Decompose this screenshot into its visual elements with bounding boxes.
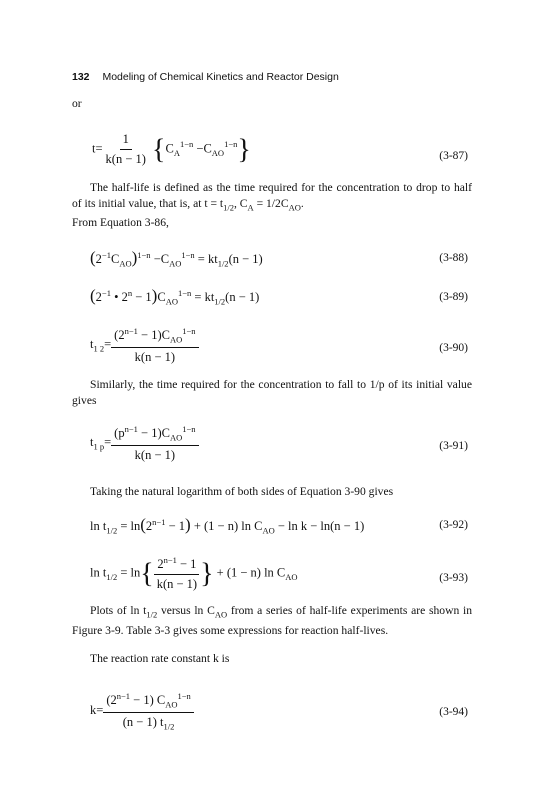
equation-3-88: $(2^{-1}C_{AO})^{1-n} -C_{AO}^{1-n} = kt_{1/2}(n - 1)$: [90, 248, 263, 269]
running-title: Modeling of Chemical Kinetics and Reactor Design: [102, 71, 339, 83]
equation-number-3-91: (3-91): [439, 440, 468, 452]
page-number: 132: [72, 71, 90, 83]
paragraph-taking-log: Taking the natural logarithm of both sides of Equation 3-90 gives: [90, 485, 394, 498]
equation-3-87: t= $\frac{1}{k(n - 1)}$ $\{C_A^{1-n} -C_{AO}^{1-n}\}$: [92, 132, 251, 166]
running-header: [72, 71, 339, 83]
equation-3-90: $t_{1 2}=$ $\frac{(2^{n-1} - 1)C_{AO}^{1-n}}{k(n - 1)}$: [90, 326, 199, 365]
equation-number-3-87: (3-87): [439, 150, 468, 162]
paragraph-rate-constant: The reaction rate constant k is: [90, 652, 230, 665]
paragraph-plots: Plots of $\ln t_{1/2}$ versus $\ln C_{AO}$ from a series of half-life experiments are shown in Figure 3-9. Table 3-3 gives some expressions for reaction half-lives.: [72, 604, 473, 637]
equation-number-3-92: (3-92): [439, 519, 468, 531]
paragraph-similarly: Similarly, the time required for the concentration to fall to 1/p of its initial value gives: [72, 378, 472, 407]
equation-number-3-93: (3-93): [439, 572, 468, 584]
equation-3-94: k= $\frac{(2^{n-1} - 1) C_{AO}^{1-n}}{(n - 1) t_{1/2}}$: [90, 691, 194, 731]
equation-number-3-89: (3-89): [439, 291, 468, 303]
paragraph-half-life: The half-life is defined as the time required for the concentration to drop to half of its initial value, that is, at $t = t_{1/2}$, $C_A = 1/2C_{AO}$. From Equation 3-86,: [72, 181, 472, 230]
equation-3-93: $\ln t_{1/2} = \ln${ $\frac{2^{n-1} - 1}{k(n - 1)}$ } + (1 − n) $\ln C_{AO}$: [90, 555, 298, 592]
equation-3-92: $\ln t_{1/2} = \ln(2^{n-1} - 1) + (1 - n)$ $\ln C_{AO} - \ln k - \ln(n - 1)$: [90, 515, 365, 536]
equation-number-3-90: (3-90): [439, 342, 468, 354]
equation-number-3-94: (3-94): [439, 706, 468, 718]
equation-3-89: ($2^{-1}$ • $2^n - 1)C_{AO}^{1-n} = kt_{1/2}(n - 1)$: [90, 286, 260, 307]
paragraph-or: or: [72, 97, 82, 110]
equation-3-91: $t_{1 p}=$ $\frac{(p^{n-1} - 1)C_{AO}^{1-n}}{k(n - 1)}$: [90, 424, 199, 463]
equation-number-3-88: (3-88): [439, 252, 468, 264]
